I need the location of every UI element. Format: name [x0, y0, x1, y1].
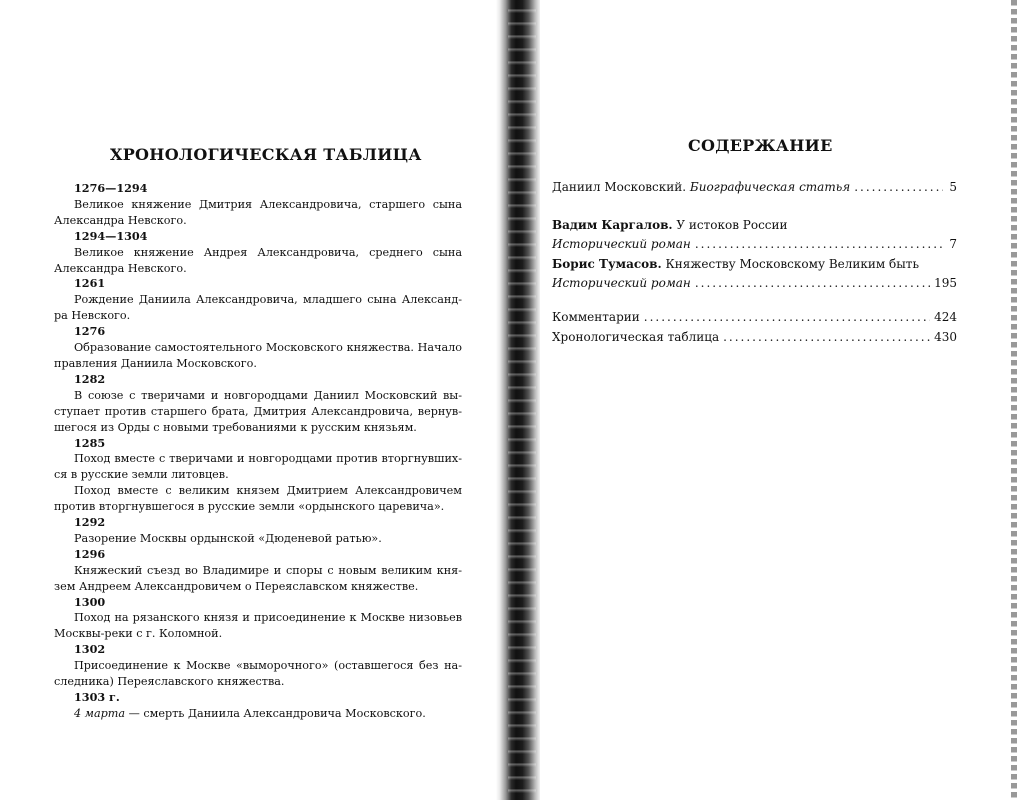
- entry-text: Великое княжение Андрея Александровича, среднего сына Александра Невского.: [54, 245, 462, 275]
- toc-entry: [552, 255, 957, 275]
- toc-entry: [552, 308, 957, 328]
- toc-genre: Исторический роман: [552, 276, 691, 291]
- toc-leader: [695, 274, 930, 294]
- toc-entry-title: [552, 178, 850, 198]
- entry-year: 1276—1294: [74, 181, 148, 195]
- gutter-texture: [508, 0, 536, 800]
- entry-text: Княжеский съезд во Владимире и споры с новым великим князем Андреем Александровичем о Переяславском княжестве.: [54, 563, 462, 593]
- entry-text: Поход вместе с великим князем Дмитрием Александровичем против вторгнувшегося в русские земли «ордынского царевича».: [54, 484, 462, 514]
- toc-work-title: Княжеству Московскому Великим быть: [661, 256, 919, 271]
- entry-year: 1282: [74, 371, 106, 386]
- toc-entry-title: Хронологическая таблица: [552, 329, 720, 344]
- entry-date: 4 марта: [74, 706, 126, 720]
- toc-work-title: У истоков России: [672, 217, 788, 232]
- toc-page-number: 5: [949, 180, 957, 194]
- toc-author-title: Даниил Московский.: [552, 180, 690, 194]
- entry-text: Разорение Москвы ордынской «Дюденевой ратью».: [74, 531, 382, 545]
- entry-year: 1276: [74, 324, 106, 339]
- toc-entry-title: [552, 255, 919, 275]
- entry-text: Поход на рязанского князя и присоединение к Москве низовьев Москвы-реки с г. Коломной.: [54, 611, 462, 641]
- entry-year: 1261: [74, 276, 106, 291]
- toc-leader: [854, 178, 943, 198]
- toc-entry: [552, 328, 957, 348]
- entry-year: 1303 г.: [74, 690, 120, 704]
- chronology-title: ХРОНОЛОГИЧЕСКАЯ ТАБЛИЦА: [110, 145, 422, 164]
- entry-text: В союзе с тверичами и новгородцами Даниил Московский выступает против старшего брата, Дмитрия Александровича, вернувшегося из Орды с новыми требованиями к русским князьям.: [54, 388, 462, 434]
- toc-genre: Исторический роман: [552, 237, 691, 252]
- entry-text: Образование самостоятельного Московского княжества. Начало правления Даниила Московского.: [54, 341, 462, 370]
- entry-text: Рождение Даниила Александровича, младшего сына Александра Невского.: [54, 293, 462, 323]
- toc-page-number: 430: [934, 329, 957, 344]
- entry-year: 1300: [74, 594, 106, 609]
- entry-text-rest: — смерть Даниила Александровича Московского.: [125, 706, 426, 720]
- toc-entry: [552, 235, 957, 255]
- entry-year: 1296: [74, 546, 106, 561]
- toc-leader: [644, 308, 930, 328]
- entry-text: Присоединение к Москве «выморочного» (оставшегося без наследника) Переяславского княжества.: [54, 659, 462, 689]
- toc-page-number: 424: [934, 309, 957, 324]
- chronology-table: [54, 181, 462, 722]
- entry-text: Великое княжение Дмитрия Александровича, старшего сына Александра Невского.: [54, 197, 462, 227]
- entry-year: 1285: [74, 435, 106, 450]
- toc-entry: [552, 274, 957, 294]
- toc-page-number: 195: [934, 276, 957, 291]
- toc-author: Вадим Каргалов.: [552, 217, 673, 232]
- right-page: [540, 0, 1017, 800]
- entry-year: 1292: [74, 515, 106, 530]
- contents-title: СОДЕРЖАНИЕ: [688, 136, 833, 155]
- table-of-contents: [552, 178, 957, 347]
- left-page: [0, 0, 500, 800]
- page-edge: [1011, 0, 1017, 800]
- toc-author: Борис Тумасов.: [552, 256, 662, 271]
- entry-text: [54, 706, 462, 722]
- entry-year: 1294—1304: [74, 228, 148, 243]
- toc-entry: [552, 216, 957, 236]
- toc-entry-title: Комментарии: [552, 309, 640, 324]
- toc-page-number: 7: [949, 237, 957, 252]
- toc-leader: [695, 235, 943, 255]
- entry-text: Поход вместе с тверичами и новгородцами против вторгнувшихся в русские земли литовцев.: [54, 452, 462, 482]
- toc-genre: Биографическая статья: [689, 180, 851, 194]
- toc-entry-title: [552, 216, 788, 236]
- toc-leader: [723, 328, 930, 348]
- toc-entry: [552, 178, 957, 198]
- entry-year: 1302: [74, 642, 106, 657]
